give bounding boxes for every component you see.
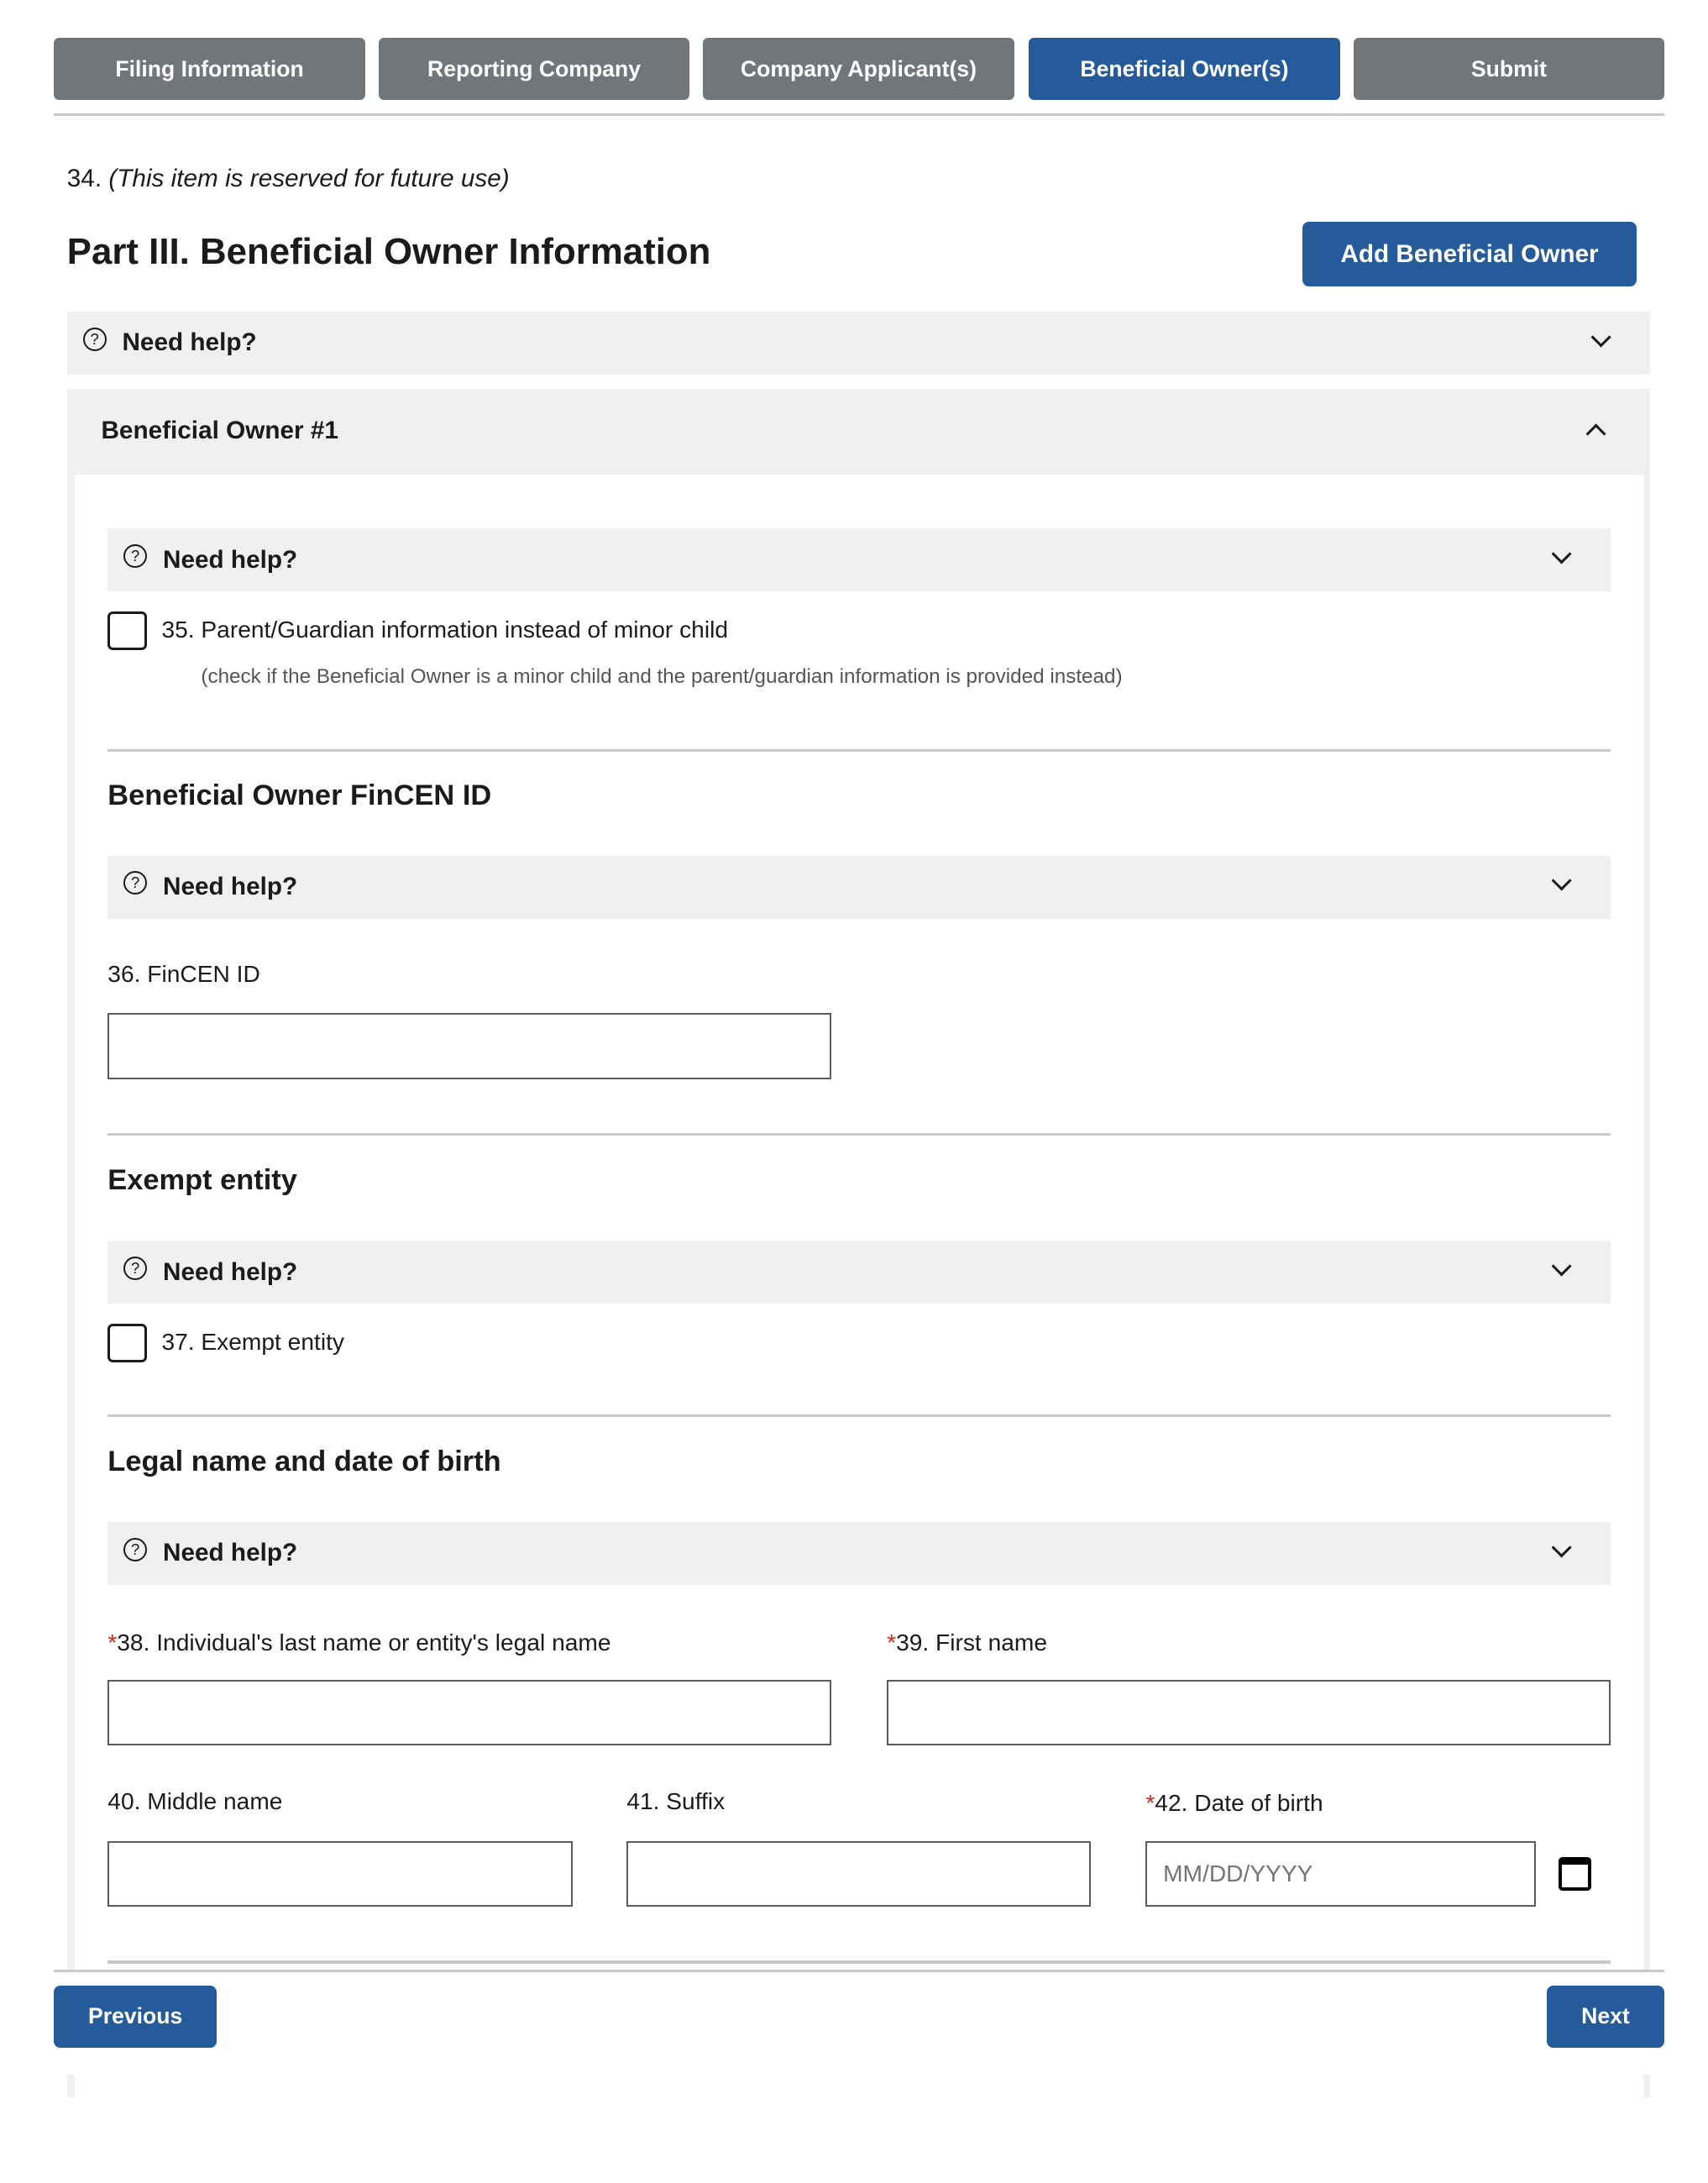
beneficial-owner-header[interactable]: [67, 389, 1650, 473]
chevron-down-icon: [1551, 1537, 1571, 1557]
item-38-label: [107, 1629, 610, 1656]
chevron-down-icon: [1551, 1256, 1571, 1276]
tab-company-applicants[interactable]: Company Applicant(s): [703, 38, 1014, 100]
divider: [107, 1133, 1611, 1136]
parent-guardian-checkbox[interactable]: [107, 611, 147, 651]
required-marker: *: [107, 1629, 118, 1656]
item-40-label: 40. Middle name: [107, 1788, 283, 1815]
question-icon: ?: [123, 871, 147, 895]
question-icon: ?: [83, 328, 107, 351]
tab-reporting-company[interactable]: Reporting Company: [379, 38, 690, 100]
item-38-text: 38. Individual's last name or entity's legal name: [117, 1629, 611, 1656]
item-34-number: 34.: [66, 164, 102, 192]
item-41-label: 41. Suffix: [626, 1788, 726, 1815]
question-icon: ?: [123, 544, 147, 568]
need-help-label: Need help?: [162, 545, 298, 574]
item-42-text: 42. Date of birth: [1155, 1789, 1323, 1816]
need-help-label: Need help?: [162, 1539, 298, 1567]
item-37-label: 37. Exempt entity: [161, 1328, 344, 1355]
need-help-label: Need help?: [162, 1257, 298, 1286]
add-beneficial-owner-button[interactable]: Add Beneficial Owner: [1302, 222, 1637, 286]
exempt-heading: Exempt entity: [107, 1164, 297, 1197]
previous-button[interactable]: Previous: [54, 1986, 217, 2048]
legal-name-heading: Legal name and date of birth: [107, 1446, 501, 1478]
page-title: Part III. Beneficial Owner Information: [66, 231, 711, 273]
fincen-heading: Beneficial Owner FinCEN ID: [107, 779, 492, 811]
item-42-label: [1145, 1790, 1323, 1817]
need-help-label: Need help?: [122, 328, 257, 357]
item-34: [67, 165, 510, 193]
first-name-input[interactable]: [887, 1680, 1611, 1745]
item-39-text: 39. First name: [896, 1629, 1048, 1656]
need-help-accordion[interactable]: [107, 1241, 1611, 1304]
item-35-label: 35. Parent/Guardian information instead of minor child: [161, 616, 728, 643]
divider: [107, 1414, 1611, 1417]
divider: [54, 113, 1664, 116]
suffix-input[interactable]: [626, 1841, 1090, 1907]
item-36-label: 36. FinCEN ID: [107, 960, 260, 987]
question-icon: ?: [123, 1257, 147, 1280]
fincen-id-input[interactable]: [107, 1013, 831, 1078]
divider: [107, 1960, 1611, 1963]
need-help-accordion[interactable]: [67, 312, 1650, 375]
owner-header-label: Beneficial Owner #1: [101, 417, 338, 445]
chevron-down-icon: [1590, 327, 1611, 347]
item-39-label: [887, 1629, 1047, 1656]
middle-name-input[interactable]: [107, 1841, 573, 1907]
calendar-icon[interactable]: [1559, 1857, 1591, 1892]
divider: [107, 749, 1611, 752]
question-icon: ?: [123, 1538, 147, 1561]
tab-filing-information[interactable]: Filing Information: [54, 38, 365, 100]
exempt-entity-checkbox[interactable]: [107, 1324, 147, 1363]
required-marker: *: [1145, 1789, 1155, 1816]
tab-submit[interactable]: Submit: [1354, 38, 1665, 100]
next-button[interactable]: Next: [1547, 1986, 1665, 2048]
footer: [0, 1970, 1708, 2075]
item-35-hint: (check if the Beneficial Owner is a minor child and the parent/guardian information is provided instead): [201, 664, 1123, 688]
tab-beneficial-owners[interactable]: Beneficial Owner(s): [1029, 38, 1340, 100]
need-help-accordion[interactable]: [107, 856, 1611, 919]
last-name-input[interactable]: [107, 1680, 831, 1745]
chevron-up-icon: [1585, 424, 1606, 444]
date-of-birth-input[interactable]: [1145, 1841, 1536, 1907]
need-help-accordion[interactable]: [107, 528, 1611, 591]
need-help-accordion[interactable]: [107, 1522, 1611, 1585]
item-34-text: (This item is reserved for future use): [108, 164, 510, 192]
required-marker: *: [887, 1629, 897, 1656]
footer-divider: [54, 1970, 1664, 1972]
chevron-down-icon: [1551, 543, 1571, 564]
chevron-down-icon: [1551, 871, 1571, 891]
need-help-label: Need help?: [162, 873, 298, 901]
